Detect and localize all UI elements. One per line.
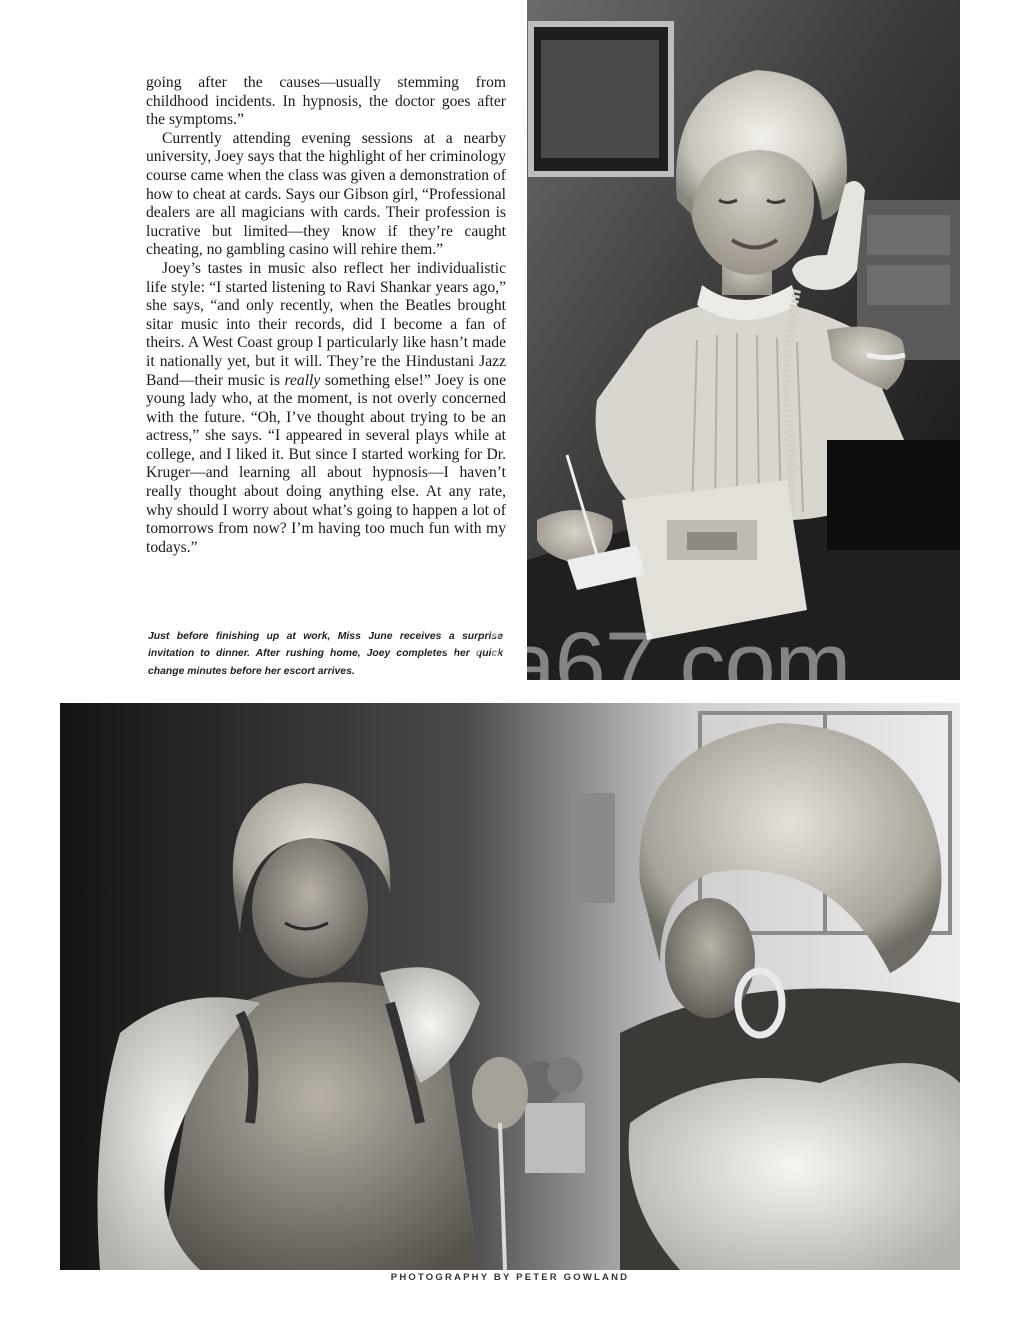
article-text-run: Joey’s tastes in music also reflect her individualistic life style: “I started listening to Ravi Shankar years ago,” she says, “and only recently, when the Beatles brought sitar music into their records, did I become a fan of theirs. A West Coast group I particularly like hasn’t made it nationally yet, but it will. They’re the Hindustani Jazz Band—their music is (146, 259, 506, 389)
article-paragraph: going after the causes—usually stemming from childhood incidents. In hypnosis, the doctor goes after the symptoms.” (146, 74, 506, 129)
photo-telephone-office (527, 0, 960, 680)
page-margin (0, 0, 60, 1320)
article-body (146, 74, 506, 557)
photo-mirror-feather-boa (60, 703, 960, 1270)
article-emphasis: really (284, 371, 321, 389)
photo-caption: Just before finishing up at work, Miss June receives a surprise invitation to dinner. After rushing home, Joey completes her quick change minutes before her escort arrives. (148, 631, 503, 677)
article-paragraph (146, 260, 506, 558)
watermark: xia67.com (440, 614, 851, 716)
article-text-run: something else!” Joey is one young lady who, at the moment, is not overly concerned with the future. “Oh, I’ve thought about trying to be an actress,” she says. “I appeared in several plays while at college, and I liked it. But since I started working for Dr. Kruger—and learning all about hypnosis—I haven’t really thought about doing anything else. At any rate, why should I worry about what’s going to happen a lot of tomorrows from now? I’m having too much fun with my todays.” (146, 371, 507, 556)
photo-credit: PHOTOGRAPHY BY PETER GOWLAND (390, 1272, 630, 1283)
article-paragraph: Currently attending evening sessions at a nearby university, Joey says that the highlight of her criminology course came when the class was given a demonstration of how to cheat at cards. Says our Gibson girl, “Professional dealers are all magicians with cards. Their profession is lucrative but limited—they know if they’re caught cheating, no gambling casino will rehire them.” (146, 129, 506, 259)
